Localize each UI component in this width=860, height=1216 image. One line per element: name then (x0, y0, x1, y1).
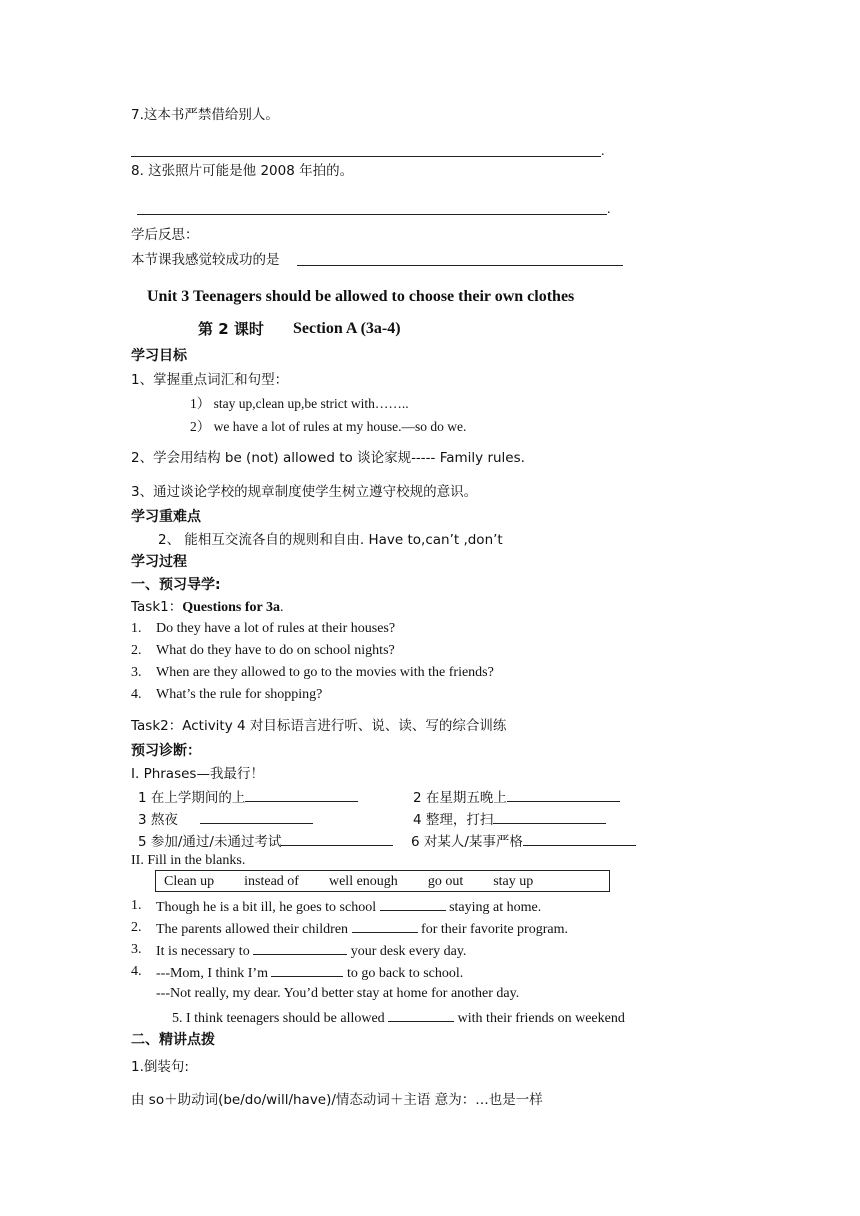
task1-period: . (279, 600, 284, 615)
difficulty-item: 2、 能相互交流各自的规则和自由. Have to,can’t ,don’t (158, 532, 503, 548)
lesson-period: 第 2 课时 (198, 320, 264, 338)
sentence-text (156, 919, 568, 939)
sentence-part-b: to go back to school. (346, 966, 464, 981)
task1-line (131, 598, 283, 617)
sentence-number: 4. (131, 964, 142, 979)
question-item (131, 642, 395, 660)
sentence-5 (172, 1008, 625, 1028)
question-number: 4. (131, 687, 142, 702)
objective-3: 3、通过谈论学校的规章制度使学生树立遵守校规的意识。 (131, 484, 478, 500)
phrase-item (138, 788, 358, 807)
word-box (155, 870, 610, 892)
answer-line-7-period: . (601, 144, 605, 159)
question-text: Do they have a lot of rules at their houses? (156, 621, 396, 636)
phrase-item (138, 810, 313, 829)
phrase-text: 6 对某人/某事严格 (411, 834, 523, 850)
sentence-part-a: Though he is a bit ill, he goes to school (156, 900, 377, 915)
sentence-blank[interactable] (352, 919, 418, 933)
sentence-part-a: It is necessary to (156, 944, 250, 959)
objective-1-sub-1: 1） stay up,clean up,be strict with…….. (190, 396, 409, 411)
word-box-item: go out (427, 874, 464, 889)
reflection-line (297, 265, 623, 266)
sentence-text (156, 941, 466, 961)
sentence-blank[interactable] (388, 1008, 454, 1022)
sentence-part-a: The parents allowed their children (156, 922, 349, 937)
question-text: What’s the rule for shopping? (156, 687, 323, 702)
sentence-blank[interactable] (253, 941, 347, 955)
answer-line-8 (137, 214, 607, 215)
reflection-label: 学后反思： (131, 227, 199, 243)
sentence-text (156, 897, 541, 917)
phrase-text: 2 在星期五晚上 (413, 790, 507, 806)
phrase-blank[interactable] (200, 810, 313, 824)
task1-title: Questions for 3a (182, 600, 280, 615)
sentence-part-b: with their friends on weekend (457, 1011, 625, 1026)
sentence-text (156, 963, 463, 983)
word-box-item: Clean up (164, 874, 215, 889)
question-number: 3. (131, 665, 142, 680)
phrases-heading: I. Phrases—我最行！ (131, 766, 264, 782)
question-item (131, 664, 494, 682)
answer-line-7 (131, 156, 601, 157)
sentence-part-b: your desk every day. (350, 944, 467, 959)
question-item (131, 686, 323, 704)
sentence-number: 1. (131, 898, 142, 913)
phrase-text: 5 参加/通过/未通过考试 (138, 834, 282, 850)
phrase-item (411, 832, 636, 851)
phrase-blank[interactable] (493, 810, 606, 824)
sentence-part-b: for their favorite program. (421, 922, 568, 937)
objective-2: 2、学会用结构 be (not) allowed to 谈论家规----- Family rules. (131, 450, 525, 466)
sentence-item (131, 963, 464, 981)
objective-1: 1、掌握重点词汇和句型： (131, 372, 289, 388)
phrase-text: 3 熬夜 (138, 812, 178, 828)
sentence-item (131, 919, 568, 937)
phrase-item (413, 788, 620, 807)
sentence-blank[interactable] (271, 963, 343, 977)
phrase-blank[interactable] (245, 788, 358, 802)
lesson-title: Unit 3 Teenagers should be allowed to choose their own clothes (147, 288, 575, 305)
difficulty-heading: 学习重难点 (131, 509, 201, 525)
phrase-blank[interactable] (507, 788, 620, 802)
question-item (131, 620, 396, 638)
section-preview-heading: 一、预习导学: (131, 577, 221, 593)
fill-heading: II. Fill in the blanks. (131, 853, 246, 868)
question-text: What do they have to do on school nights? (156, 643, 395, 658)
sentence-4-reply: ---Not really, my dear. You’d better stay at home for another day. (156, 986, 520, 1001)
phrase-item (413, 810, 606, 829)
answer-line-8-period: . (607, 202, 611, 217)
diagnosis-heading: 预习诊断： (131, 743, 201, 759)
question-8: 8. 这张照片可能是他 2008 年拍的。 (131, 163, 354, 179)
sentence-blank[interactable] (380, 897, 446, 911)
phrase-blank[interactable] (523, 832, 636, 846)
objectives-heading: 学习目标 (131, 348, 187, 364)
sentence-part-b: staying at home. (449, 900, 542, 915)
sentence-item (131, 941, 467, 959)
word-box-item: instead of (244, 874, 299, 889)
phrase-text: 4 整理，打扫 (413, 812, 494, 828)
task1-label: Task1： (131, 599, 183, 615)
word-box-item: stay up (493, 874, 534, 889)
question-number: 1. (131, 621, 142, 636)
sentence-part-a: 5. I think teenagers should be allowed (172, 1011, 385, 1026)
phrase-blank[interactable] (281, 832, 393, 846)
sentence-part-a: ---Mom, I think I’m (156, 966, 268, 981)
sentence-number: 2. (131, 920, 142, 935)
task2-line: Task2：Activity 4 对目标语言进行听、说、读、写的综合训练 (131, 718, 507, 734)
question-7: 7.这本书严禁借给别人。 (131, 107, 279, 123)
phrase-item (138, 832, 393, 851)
sentence-number: 3. (131, 942, 142, 957)
word-box-item: well enough (328, 874, 398, 889)
reflection-prompt: 本节课我感觉较成功的是 (131, 252, 280, 268)
question-text: When are they allowed to go to the movies with the friends? (156, 665, 494, 680)
phrase-text: 1 在上学期间的上 (138, 790, 246, 806)
sentence-item (131, 897, 542, 915)
explain-rule: 由 so＋助动词(be/do/will/have)/情态动词＋主语 意为：…也是一样 (131, 1092, 543, 1108)
question-number: 2. (131, 643, 142, 658)
process-heading: 学习过程 (131, 554, 187, 570)
explain-item-1: 1.倒装句: (131, 1059, 189, 1075)
explain-heading: 二、精讲点拨 (131, 1032, 215, 1048)
lesson-section: Section A (3a-4) (293, 320, 401, 337)
objective-1-sub-2: 2） we have a lot of rules at my house.—so do we. (190, 419, 467, 434)
